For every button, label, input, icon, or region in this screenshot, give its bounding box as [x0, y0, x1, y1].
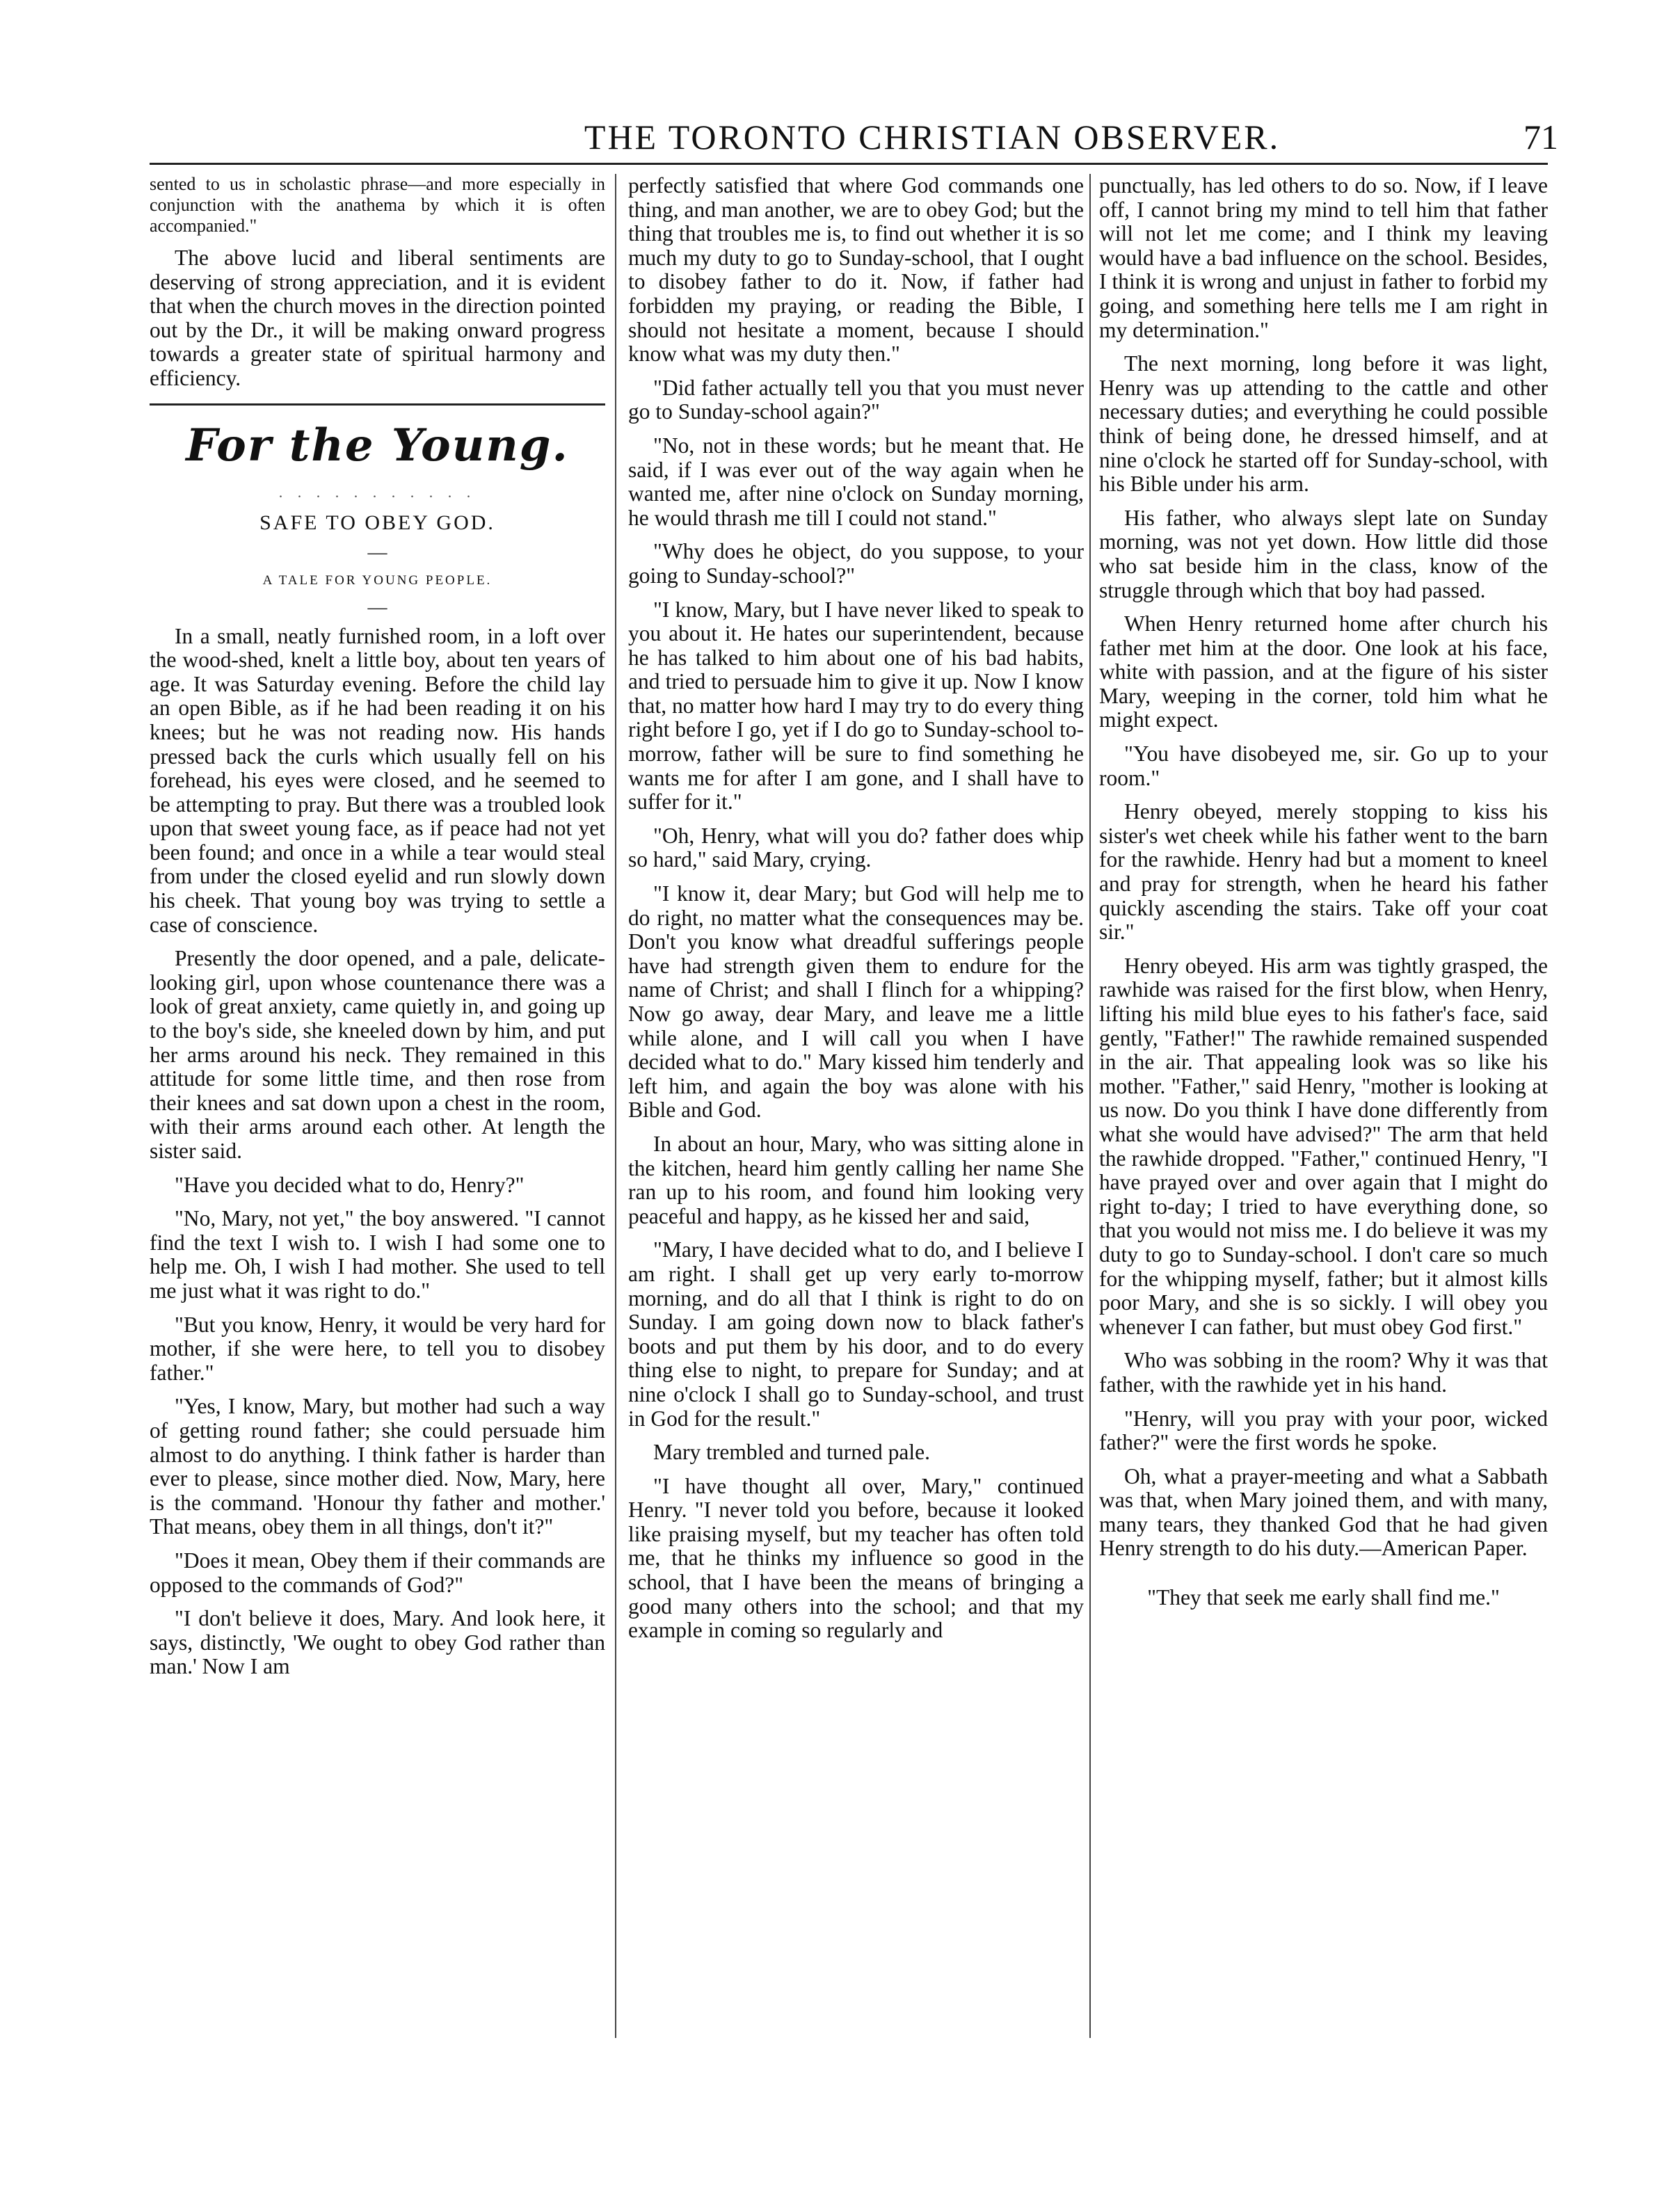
paragraph: In about an hour, Mary, who was sitting alone in the kitchen, heard him gently calling her name She ran up to his room, and found him looking very peaceful and happy, as he kissed her and said, [628, 1131, 1084, 1228]
column-divider [615, 174, 616, 2038]
paragraph: Who was sobbing in the room? Why it was that father, with the rawhide yet in his hand. [1099, 1348, 1548, 1397]
header-rule [150, 163, 1548, 165]
paragraph: sented to us in scholastic phrase—and more especially in conjunction with the anathema by which it is often accompanied." [150, 174, 605, 236]
paragraph: "Yes, I know, Mary, but mother had such a way of getting round father; she could persuade him almost to do anything. I think father is harder than ever to please, since mother died. Now, Mary, here is the command. 'Honour thy father and mother.' That means, obey them in all things, don't it?" [150, 1394, 605, 1539]
paragraph: "You have disobeyed me, sir. Go up to your room." [1099, 741, 1548, 790]
section-heading: For the Young. [186, 419, 569, 472]
paragraph: The above lucid and liberal sentiments are deserving of strong appreciation, and it is evident that when the church moves in the direction pointed out by the Dr., it will be making onward progress towards a greater state of spiritual harmony and efficiency. [150, 246, 605, 390]
page-number: 71 [1523, 118, 1558, 157]
paragraph: "Did father actually tell you that you must never go to Sunday-school again?" [628, 375, 1084, 424]
paragraph: "Henry, will you pray with your poor, wicked father?" were the first words he spoke. [1099, 1406, 1548, 1455]
paragraph: "Oh, Henry, what will you do? father does whip so hard," said Mary, crying. [628, 823, 1084, 872]
closing-quote: "They that seek me early shall find me." [1147, 1585, 1500, 1610]
paragraph: "I don't believe it does, Mary. And look here, it says, distinctly, 'We ought to obey God rather than man.' Now I am [150, 1606, 605, 1679]
paragraph: "Mary, I have decided what to do, and I believe I am right. I shall get up very early to-morrow morning, and do all that I think is right to do on Sunday. I am going down now to black father's boots and put them by his door, and to do every thing else to night, to prepare for Sunday; and at nine o'clock I shall go to Sunday-school, and trust in God for the result." [628, 1237, 1084, 1431]
paragraph: "I know, Mary, but I have never liked to speak to you about it. He hates our superintendent, because he has talked to him about one of his bad habits, and tried to persuade him to give it up. Now I know that, no matter how hard I may try to do every thing right before I go, yet if I do go to Sunday-school to-morrow, father will be sure to find something he wants me for after I am gone, and I shall have to suffer for it." [628, 597, 1084, 814]
column-3 [1099, 174, 1548, 1620]
paragraph: "I know it, dear Mary; but God will help me to do right, no matter what the consequences may be. Don't you know what dreadful sufferings people have had strength given them to endure for the name of Christ; and shall I flinch for a whipping? Now go away, dear Mary, and leave me a little while alone, and I will call you when I have decided what to do." Mary kissed him tenderly and left him, and again the boy was alone with his Bible and God. [628, 881, 1084, 1123]
dash-divider: — [367, 596, 387, 618]
dash-divider: — [367, 541, 387, 563]
page-header [139, 117, 1558, 159]
paragraph: Presently the door opened, and a pale, delicate-looking girl, upon whose countenance there was a look of great anxiety, came quietly in, and going up to the boy's side, she kneeled down by him, and put her arms around his neck. They remained in this attitude for some little time, and then rose from their knees and sat down upon a chest in the room, with their arms around each other. At length the sister said. [150, 946, 605, 1163]
story-subtitle: A TALE FOR YOUNG PEOPLE. [262, 573, 493, 588]
paragraph: perfectly satisfied that where God commands one thing, and man another, we are to obey God; but the thing that troubles me is, to find out whether it is so much my duty to go to Sunday-school, that I ought to disobey father to do it. Now, if father had forbidden my praying, or reading the Bible, I should not hesitate a moment, because I should know what was my duty then." [628, 173, 1084, 367]
paragraph: "But you know, Henry, it would be very hard for mother, if she were here, to tell you to disobey father." [150, 1312, 605, 1385]
paragraph: When Henry returned home after church his father met him at the door. One look at his face, white with passion, and at the figure of his sister Mary, weeping in the corner, told him what he might expect. [1099, 611, 1548, 732]
paragraph: Henry obeyed. His arm was tightly grasped, the rawhide was raised for the first blow, when Henry, lifting his mild blue eyes to his father's face, said gently, "Father!" The rawhide remained suspended in the air. That appealing look was so like his mother. "Father," said Henry, "mother is looking at us now. Do you think I have done differently from what she would have advised?" The arm that held the rawhide dropped. "Father," continued Henry, "I have prayed over and over again that I might do right to-day; I tried to have everything done, so that you would not miss me. I do believe it was my duty to go to Sunday-school. I don't care so much for the whipping myself, father; but it almost kills poor Mary, and she is so sickly. I will obey you whenever I can father, but must obey God first." [1099, 953, 1548, 1339]
running-title: THE TORONTO CHRISTIAN OBSERVER. [584, 118, 1281, 157]
paragraph: The next morning, long before it was light, Henry was up attending to the cattle and other necessary duties; and everything he could possible think of being done, he dressed himself, and at nine o'clock he started off for Sunday-school, with his Bible under his arm. [1099, 351, 1548, 497]
paragraph: "No, Mary, not yet," the boy answered. "I cannot find the text I wish to. I wish I had some one to help me. Oh, I wish I had mother. She used to tell me just what it was right to do." [150, 1206, 605, 1303]
paragraph: "Have you decided what to do, Henry?" [175, 1172, 525, 1197]
paragraph: "I have thought all over, Mary," continued Henry. "I never told you before, because it looked like praising myself, but my teacher has often told me, that he thinks my influence so good in the school, that I have been the means of bringing a good many others into the school; and that my example in coming so regularly and [628, 1473, 1084, 1643]
paragraph: His father, who always slept late on Sunday morning, was not yet down. How little did those who sat beside him in the class, know of the struggle through which that boy had passed. [1099, 505, 1548, 602]
paragraph: In a small, neatly furnished room, in a loft over the wood-shed, knelt a little boy, about ten years of age. It was Saturday evening. Before the child lay an open Bible, as if he had been reading it on his knees; but he was not reading now. His hands pressed back the curls which usually fell on his forehead, his eyes were closed, and he seemed to be attempting to pray. But there was a troubled look upon that sweet young face, as if peace had not yet been found; and once in a while a tear would steal from under the closed eyelid and run slowly down his cheek. That young boy was trying to settle a case of conscience. [150, 623, 605, 937]
dotted-divider: . . . . . . . . . . . [278, 483, 477, 501]
paragraph: Henry obeyed, merely stopping to kiss his sister's wet cheek while his father went to the barn for the rawhide. Henry had but a moment to kneel and pray for strength, when he heard his father quickly ascending the stairs. Take off your coat sir." [1099, 799, 1548, 945]
column-divider [1089, 174, 1091, 2038]
paragraph: punctually, has led others to do so. Now, if I leave off, I cannot bring my mind to tell him that father will not let me come; and I think my leaving would have a bad influence on the school. Besides, I think it is wrong and unjust in father to forbid my going, and something here tells me I am right in my determination." [1099, 173, 1548, 342]
column-2 [628, 174, 1084, 1653]
paragraph: Mary trembled and turned pale. [653, 1440, 930, 1465]
paragraph: "No, not in these words; but he meant that. He said, if I was ever out of the way again when he wanted me, after nine o'clock on Sunday morning, he would thrash me till I could not stand." [628, 433, 1084, 530]
paragraph: "Does it mean, Obey them if their commands are opposed to the commands of God?" [150, 1548, 605, 1597]
story-title: SAFE TO OBEY GOD. [259, 511, 495, 535]
paragraph: "Why does he object, do you suppose, to your going to Sunday-school?" [628, 539, 1084, 588]
paragraph: Oh, what a prayer-meeting and what a Sabbath was that, when Mary joined them, and with many, many tears, they thanked God that he had given Henry strength to do his duty.—American Paper. [1099, 1463, 1548, 1561]
column-1 [150, 174, 605, 1689]
section-rule [150, 403, 605, 406]
